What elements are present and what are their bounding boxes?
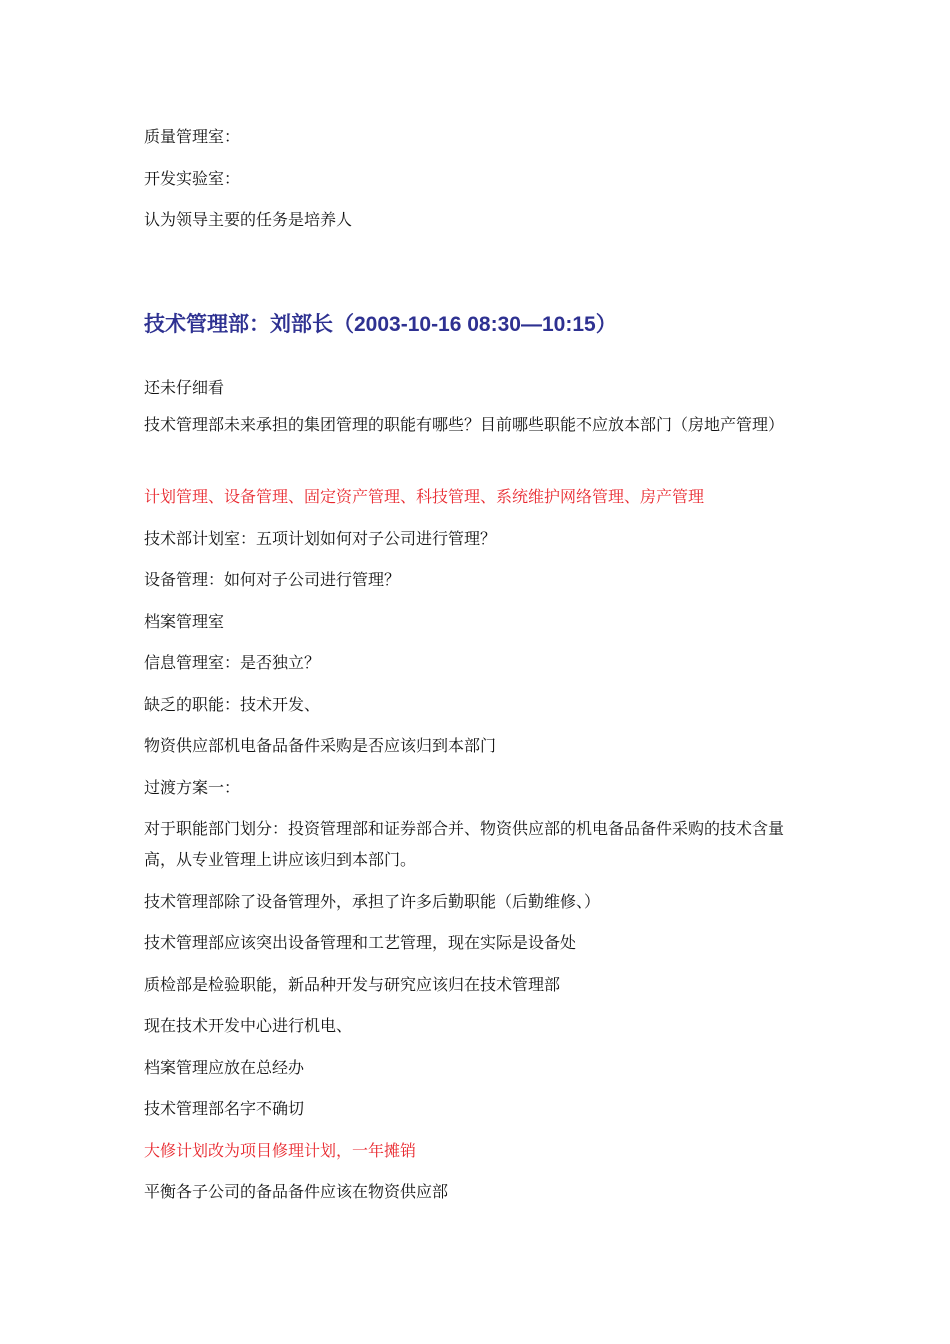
note-line: 缺乏的职能：技术开发、 xyxy=(144,695,321,714)
note-line: 信息管理室：是否独立？ xyxy=(144,653,321,672)
intro-line-leadership: 认为领导主要的任务是培养人 xyxy=(144,210,353,229)
note-line: 技术管理部未来承担的集团管理的职能有哪些？目前哪些职能不应放本部门（房地产管理） xyxy=(144,415,785,434)
heading-time: 2003-10-16 08:30—10:15 xyxy=(354,313,596,336)
note-line: 技术部计划室：五项计划如何对子公司进行管理？ xyxy=(144,529,497,548)
note-line: 技术管理部除了设备管理外，承担了许多后勤职能（后勤维修、） xyxy=(144,892,601,911)
intro-line-quality-office: 质量管理室： xyxy=(144,127,241,146)
note-line: 设备管理：如何对子公司进行管理？ xyxy=(144,570,401,589)
heading-prefix: 技术管理部：刘部长（ xyxy=(144,311,354,336)
note-line: 档案管理应放在总经办 xyxy=(144,1058,305,1077)
note-line-highlight: 计划管理、设备管理、固定资产管理、科技管理、系统维护网络管理、房产管理 xyxy=(144,487,705,506)
note-line: 过渡方案一： xyxy=(144,778,241,797)
note-line: 物资供应部机电备品备件采购是否应该归到本部门 xyxy=(144,736,497,755)
note-line: 技术管理部名字不确切 xyxy=(144,1099,305,1118)
intro-line-dev-lab: 开发实验室： xyxy=(144,169,241,188)
note-line: 对于职能部门划分：投资管理部和证券部合并、物资供应部的机电备品备件采购的技术含量高，从专业管理上讲应该归到本部门。 xyxy=(144,819,785,869)
note-line: 质检部是检验职能，新品种开发与研究应该归在技术管理部 xyxy=(144,975,561,994)
note-line: 档案管理室 xyxy=(144,612,225,631)
note-line-highlight: 大修计划改为项目修理计划，一年摊销 xyxy=(144,1141,417,1160)
note-line: 平衡各子公司的备品备件应该在物资供应部 xyxy=(144,1182,449,1201)
section-heading xyxy=(144,310,617,339)
heading-suffix: ） xyxy=(595,311,617,336)
note-line: 还未仔细看 xyxy=(144,378,225,397)
note-line: 技术管理部应该突出设备管理和工艺管理，现在实际是设备处 xyxy=(144,933,577,952)
note-line: 现在技术开发中心进行机电、 xyxy=(144,1016,353,1035)
